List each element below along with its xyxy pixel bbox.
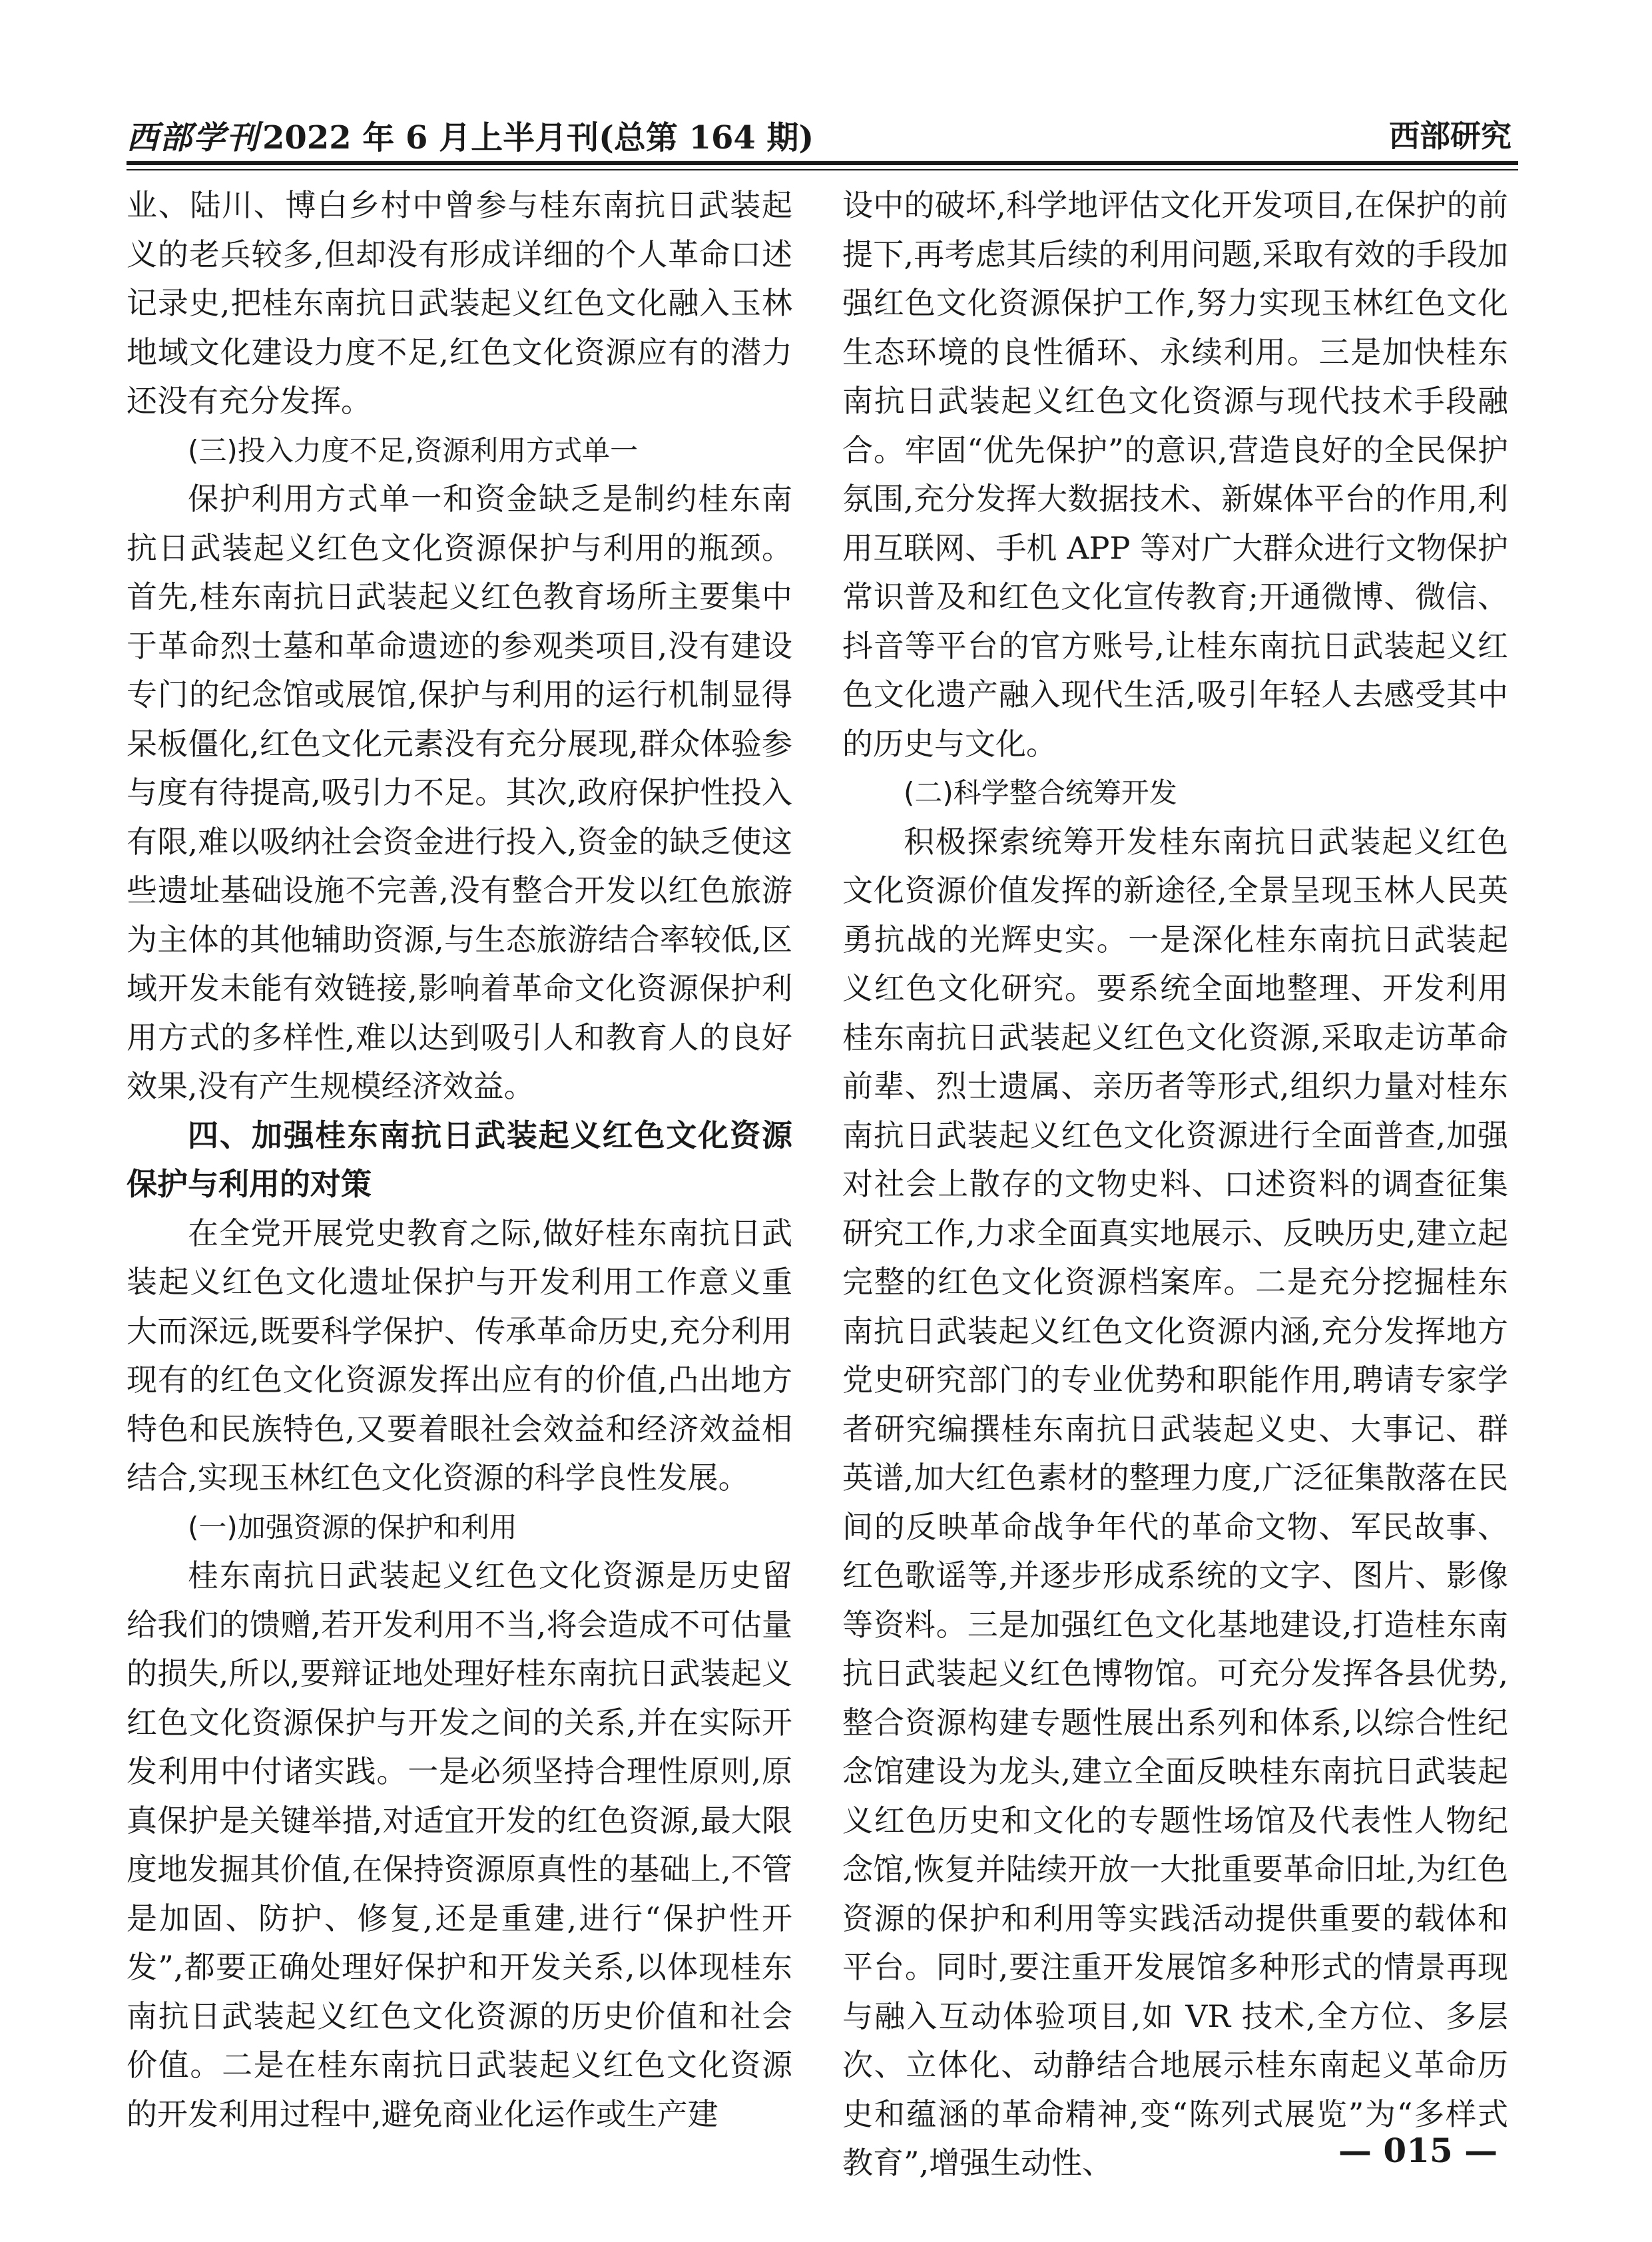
subsection-heading: (二)科学整合统筹开发 <box>904 776 1177 809</box>
paragraph: 在全党开展党史教育之际,做好桂东南抗日武装起义红色文化遗址保护与开发利用工作意义重大而深远,既要科学保护、传承革命历史,充分利用现有的红色文化资源发挥出应有的价值,凸出地方特色和民族特色,又要着眼社会效益和经济效益相结合,实现玉林红色文化资源的科学良性发展。 <box>127 1215 792 1496</box>
header-rule-thin <box>127 169 1518 170</box>
paragraph: 业、陆川、博白乡村中曾参与桂东南抗日武装起义的老兵较多,但却没有形成详细的个人革命口述记录史,把桂东南抗日武装起义红色文化融入玉林地域文化建设力度不足,红色文化资源应有的潜力还没有充分发挥。 <box>127 187 792 419</box>
subsection-heading: (一)加强资源的保护和利用 <box>188 1510 517 1543</box>
journal-logo: 西部学刊 <box>127 119 260 156</box>
journal-issue-line <box>127 112 814 158</box>
page-header <box>127 107 1518 162</box>
section-heading: 四、加强桂东南抗日武装起义红色文化资源保护与利用的对策 <box>127 1117 792 1202</box>
paragraph: 设中的破坏,科学地评估文化开发项目,在保护的前提下,再考虑其后续的利用问题,采取有效的手段加强红色文化资源保护工作,努力实现玉林红色文化生态环境的良性循环、永续利用。三是加快桂东南抗日武装起义红色文化资源与现代技术手段融合。牢固“优先保护”的意识,营造良好的全民保护氛围,充分发挥大数据技术、新媒体平台的作用,利用互联网、手机 APP 等对广大群众进行文物保护常识普及和红色文化宣传教育;开通微博、微信、抖音等平台的官方账号,让桂东南抗日武装起义红色文化遗产融入现代生活,吸引年轻人去感受其中的历史与文化。 <box>842 187 1508 762</box>
right-column <box>842 181 1508 2188</box>
paragraph: 桂东南抗日武装起义红色文化资源是历史留给我们的馈赠,若开发利用不当,将会造成不可估量的损失,所以,要辩证地处理好桂东南抗日武装起义红色文化资源保护与开发之间的关系,并在实际开发利用中付诸实践。一是必须坚持合理性原则,原真保护是关键举措,对适宜开发的红色资源,最大限度地发掘其价值,在保持资源原真性的基础上,不管是加固、防护、修复,还是重建,进行“保护性开发”,都要正确处理好保护和开发关系,以体现桂东南抗日武装起义红色文化资源的历史价值和社会价值。二是在桂东南抗日武装起义红色文化资源的开发利用过程中,避免商业化运作或生产建 <box>127 1557 792 2132</box>
page-number: — 015 — <box>1338 2131 1498 2170</box>
section-title: 西部研究 <box>1389 118 1512 154</box>
subsection-heading: (三)投入力度不足,资源利用方式单一 <box>188 433 639 467</box>
issue-info: 2022 年 6 月上半月刊(总第 164 期) <box>262 119 814 156</box>
paragraph: 积极探索统筹开发桂东南抗日武装起义红色文化资源价值发挥的新途径,全景呈现玉林人民英勇抗战的光辉史实。一是深化桂东南抗日武装起义红色文化研究。要系统全面地整理、开发利用桂东南抗日武装起义红色文化资源,采取走访革命前辈、烈士遗属、亲历者等形式,组织力量对桂东南抗日武装起义红色文化资源进行全面普查,加强对社会上散存的文物史料、口述资料的调查征集研究工作,力求全面真实地展示、反映历史,建立起完整的红色文化资源档案库。二是充分挖掘桂东南抗日武装起义红色文化资源内涵,充分发挥地方党史研究部门的专业优势和职能作用,聘请专家学者研究编撰桂东南抗日武装起义史、大事记、群英谱,加大红色素材的整理力度,广泛征集散落在民间的反映革命战争年代的革命文物、军民故事、红色歌谣等,并逐步形成系统的文字、图片、影像等资料。三是加强红色文化基地建设,打造桂东南抗日武装起义红色博物馆。可充分发挥各县优势,整合资源构建专题性展出系列和体系,以综合性纪念馆建设为龙头,建立全面反映桂东南抗日武装起义红色历史和文化的专题性场馆及代表性人物纪念馆,恢复并陆续开放一大批重要革命旧址,为红色资源的保护和利用等实践活动提供重要的载体和平台。同时,要注重开发展馆多种形式的情景再现与融入互动体验项目,如 VR 技术,全方位、多层次、立体化、动静结合地展示桂东南起义革命历史和蕴涵的革命精神,变“陈列式展览”为“多样式教育”,增强生动性、 <box>842 823 1509 2181</box>
paragraph: 保护利用方式单一和资金缺乏是制约桂东南抗日武装起义红色文化资源保护与利用的瓶颈。首先,桂东南抗日武装起义红色教育场所主要集中于革命烈士墓和革命遗迹的参观类项目,没有建设专门的纪念馆或展馆,保护与利用的运行机制显得呆板僵化,红色文化元素没有充分展现,群众体验参与度有待提高,吸引力不足。其次,政府保护性投入有限,难以吸纳社会资金进行投入,资金的缺乏使这些遗址基础设施不完善,没有整合开发以红色旅游为主体的其他辅助资源,与生态旅游结合率较低,区域开发未能有效链接,影响着革命文化资源保护利用方式的多样性,难以达到吸引人和教育人的良好效果,没有产生规模经济效益。 <box>127 481 792 1104</box>
header-rule-thick <box>127 161 1518 165</box>
left-column <box>127 181 792 2139</box>
